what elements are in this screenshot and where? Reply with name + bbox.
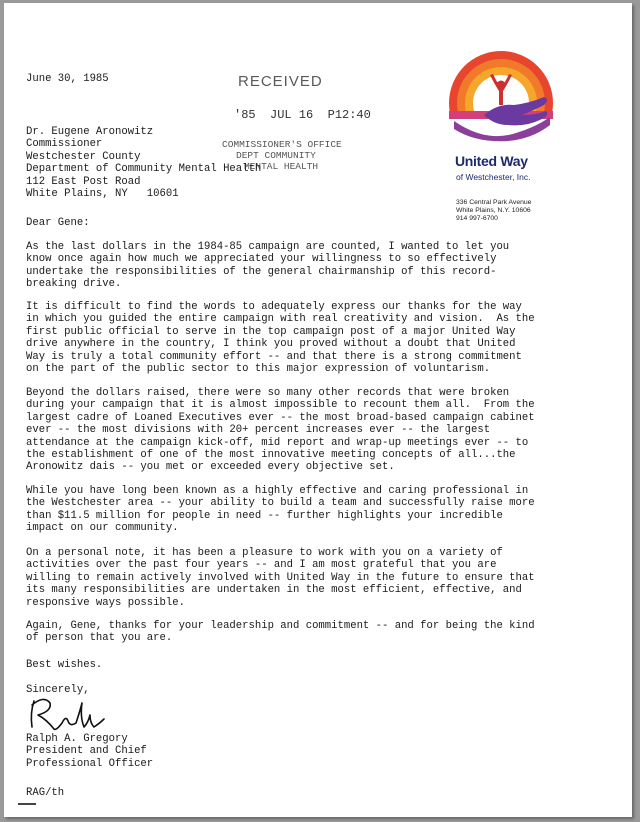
body-paragraph-2 — [26, 301, 535, 376]
body-line: know once again how much we appreciated your willingness to so effectively — [26, 253, 497, 266]
org-phone: 914 997-6700 — [456, 215, 498, 222]
corner-mark — [18, 803, 36, 805]
signer-name: Ralph A. Gregory — [26, 733, 128, 745]
org-name: United Way — [455, 153, 528, 169]
signer-title-line2: Professional Officer — [26, 757, 154, 770]
body-line: As the last dollars in the 1984-85 campaign are counted, I wanted to let you — [26, 241, 510, 253]
body-line: first public official to serve in the top campaign post of a major United Way — [26, 325, 516, 338]
signer-block — [26, 733, 526, 770]
office-stamp-line3: MENTAL HEALTH — [244, 161, 319, 172]
handwritten-signature — [24, 693, 114, 737]
body-line: impact on our community. — [26, 522, 179, 535]
office-stamp-line2: DEPT COMMUNITY — [236, 150, 316, 161]
recipient-line: Department of Community Mental Health — [26, 163, 262, 176]
body-line: willing to remain actively involved with United Way in the future to ensure that — [26, 571, 535, 584]
body-line: responsive ways possible. — [26, 596, 185, 609]
body-line: drive anywhere in the country, I think you proved without a doubt that United — [26, 338, 516, 351]
body-line: the Westchester area -- your ability to build a team and successfully raise more — [26, 497, 535, 510]
closing: Best wishes. — [26, 659, 103, 671]
org-address-line1: 336 Central Park Avenue — [456, 199, 532, 206]
recipient-line: White Plains, NY 10601 — [26, 188, 179, 201]
body-line: Way is truly a total community effort -- and that there is a strong commitment — [26, 350, 522, 363]
recipient-line: 112 East Post Road — [26, 175, 141, 188]
office-stamp-line1: COMMISSIONER'S OFFICE — [222, 139, 342, 150]
org-subtitle: of Westchester, Inc. — [456, 172, 531, 182]
recipient-address — [26, 126, 526, 200]
body-line: undertake the responsibilities of the general chairmanship of this record- — [26, 265, 497, 278]
body-line: on the part of the public sector to this major expression of voluntarism. — [26, 363, 491, 376]
received-stamp: RECEIVED — [238, 73, 323, 90]
recipient-line: Westchester County — [26, 150, 141, 163]
recipient-line: Dr. Eugene Aronowitz — [26, 126, 154, 138]
recipient-line: Commissioner — [26, 138, 103, 151]
letter-date: June 30, 1985 — [26, 73, 109, 85]
body-line: breaking drive. — [26, 278, 122, 291]
body-line: ever -- the most divisions with 20+ percent increases ever -- the largest — [26, 424, 491, 437]
body-line: than $11.5 million for people in need -- further highlights your incredible — [26, 509, 503, 522]
body-line: largest cadre of Loaned Executives ever -- the most broad-based campaign cabinet — [26, 411, 535, 424]
body-paragraph-1 — [26, 241, 526, 291]
received-date-stamp: '85 JUL 16 P12:40 — [234, 108, 371, 122]
body-line: the establishment of one of the most innovative meeting concepts of all...the — [26, 449, 516, 462]
body-paragraph-3 — [26, 387, 535, 474]
body-paragraph-5 — [26, 547, 535, 609]
body-line: Aronowitz dais -- you met or exceeded every objective set. — [26, 461, 395, 474]
body-line: Again, Gene, thanks for your leadership and commitment -- and for being the kind — [26, 620, 535, 632]
body-line: It is difficult to find the words to adequately express our thanks for the way — [26, 301, 522, 313]
sign-off: Sincerely, — [26, 684, 90, 696]
body-line: its many responsibilities are undertaken in the most efficient, effective, and — [26, 584, 522, 597]
body-line: While you have long been known as a highly effective and caring professional in — [26, 485, 529, 497]
salutation: Dear Gene: — [26, 217, 90, 229]
body-line: in which you guided the entire campaign with real creativity and vision. As the — [26, 313, 535, 326]
body-line: On a personal note, it has been a pleasure to work with you on a variety of — [26, 547, 503, 559]
body-line: of person that you are. — [26, 632, 173, 645]
typist-initials: RAG/th — [26, 787, 65, 799]
letter-page — [4, 3, 632, 817]
body-line: activities over the past four years -- and I am most grateful that you are — [26, 559, 497, 572]
body-paragraph-4 — [26, 485, 535, 535]
body-line: Beyond the dollars raised, there were so many other records that were broken — [26, 387, 510, 399]
body-line: during your campaign that it is almost impossible to recount them all. From the — [26, 399, 535, 412]
body-paragraph-6 — [26, 620, 535, 645]
org-address-line2: White Plains, N.Y. 10606 — [456, 207, 531, 214]
signer-title-line1: President and Chief — [26, 745, 147, 758]
body-line: attendance at the campaign kick-off, mid report and wrap-up meetings ever -- to — [26, 436, 529, 449]
